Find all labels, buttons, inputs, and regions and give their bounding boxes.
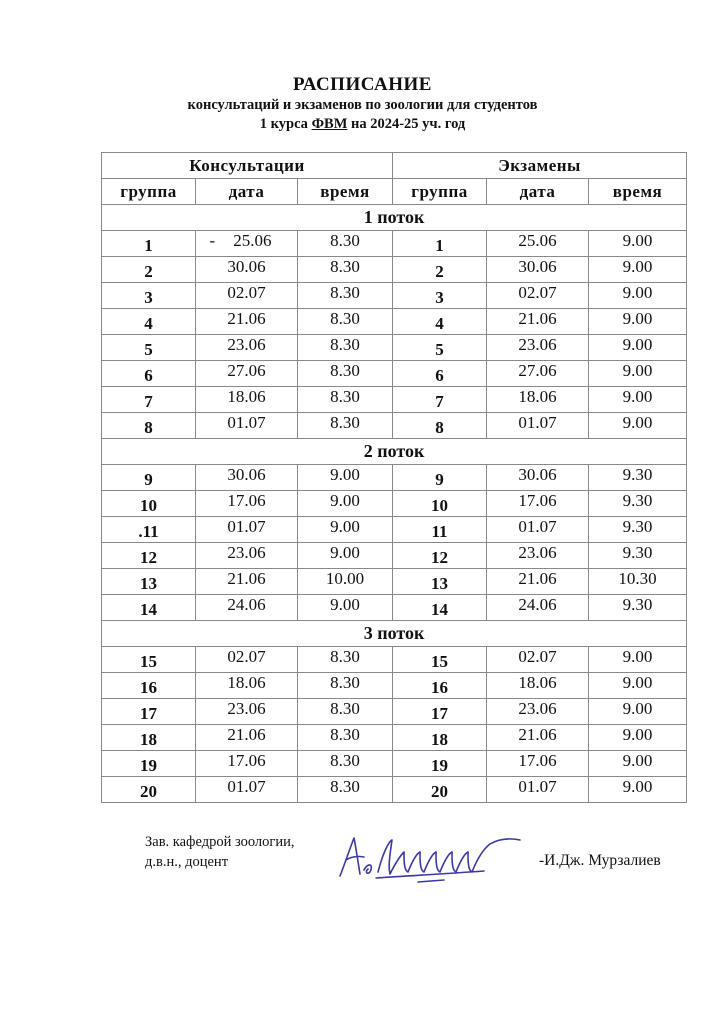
consult-group-cell: 18	[102, 725, 196, 751]
consult-date-cell: 17.06	[196, 491, 298, 517]
exam-group-header: группа	[393, 179, 487, 205]
consult-date-cell: 21.06	[196, 725, 298, 751]
table-row	[102, 465, 687, 491]
consult-time-cell: 8.30	[298, 361, 393, 387]
table-row	[102, 569, 687, 595]
consult-group-cell: 3	[102, 283, 196, 309]
table-row	[102, 309, 687, 335]
exam-time-cell: 9.30	[589, 543, 687, 569]
exam-time-header: время	[589, 179, 687, 205]
exam-group-cell: 13	[393, 569, 487, 595]
consult-group-cell: 8	[102, 413, 196, 439]
exam-date-cell: 25.06	[487, 231, 589, 257]
exam-group-cell: 18	[393, 725, 487, 751]
consult-time-cell: 8.30	[298, 699, 393, 725]
exam-date-cell: 17.06	[487, 491, 589, 517]
exam-group-cell: 16	[393, 673, 487, 699]
exam-time-cell: 9.00	[589, 231, 687, 257]
exam-date-cell: 30.06	[487, 465, 589, 491]
consult-group-cell: 7	[102, 387, 196, 413]
faculty-abbr: ФВМ	[311, 116, 348, 132]
exam-group-cell: 8	[393, 413, 487, 439]
consult-time-cell: 8.30	[298, 257, 393, 283]
consult-date-cell: 01.07	[196, 517, 298, 543]
consult-time-cell: 10.00	[298, 569, 393, 595]
exam-time-cell: 9.30	[589, 517, 687, 543]
exam-time-cell: 9.00	[589, 699, 687, 725]
consult-date-cell: 23.06	[196, 543, 298, 569]
exam-group-cell: 10	[393, 491, 487, 517]
consult-date-cell: 02.07	[196, 283, 298, 309]
consult-time-header: время	[298, 179, 393, 205]
exam-date-cell: 18.06	[487, 387, 589, 413]
consult-group-cell: .11	[102, 517, 196, 543]
exam-time-cell: 9.00	[589, 751, 687, 777]
consult-group-cell: 20	[102, 777, 196, 803]
consult-date-cell: 21.06	[196, 569, 298, 595]
section-header-row	[102, 153, 687, 179]
exam-time-cell: 9.00	[589, 283, 687, 309]
consult-date-cell: 23.06	[196, 699, 298, 725]
exam-date-cell: 01.07	[487, 413, 589, 439]
consult-date-cell: 24.06	[196, 595, 298, 621]
consult-group-cell: 17	[102, 699, 196, 725]
document-title: РАСПИСАНИЕ	[293, 74, 432, 95]
table-row	[102, 231, 687, 257]
consult-group-cell: 13	[102, 569, 196, 595]
flow-header-row	[102, 205, 687, 231]
exam-time-cell: 9.30	[589, 465, 687, 491]
consult-time-cell: 8.30	[298, 387, 393, 413]
table-row	[102, 413, 687, 439]
consult-date-cell: 27.06	[196, 361, 298, 387]
year-label: на 2024-25 уч. год	[347, 116, 466, 132]
consult-date-cell	[196, 231, 298, 257]
subtitle-line-2	[0, 115, 725, 134]
consult-group-cell: 12	[102, 543, 196, 569]
consult-date-cell: 30.06	[196, 257, 298, 283]
consult-time-cell: 8.30	[298, 777, 393, 803]
table-row	[102, 491, 687, 517]
consult-time-cell: 8.30	[298, 283, 393, 309]
consult-group-cell: 1	[102, 231, 196, 257]
exam-date-cell: 23.06	[487, 699, 589, 725]
consult-date-header: дата	[196, 179, 298, 205]
exam-date-cell: 01.07	[487, 517, 589, 543]
table-row	[102, 543, 687, 569]
signature-stroke	[340, 838, 520, 882]
exam-date-cell: 21.06	[487, 569, 589, 595]
exams-header: Экзамены	[393, 153, 687, 179]
exam-group-cell: 5	[393, 335, 487, 361]
dash-mark: -	[209, 231, 216, 250]
schedule-body	[102, 153, 687, 803]
exam-time-cell: 9.00	[589, 777, 687, 803]
consult-date-cell: 18.06	[196, 387, 298, 413]
table-row	[102, 335, 687, 361]
table-row	[102, 777, 687, 803]
consult-time-cell: 8.30	[298, 673, 393, 699]
exam-time-cell: 9.00	[589, 387, 687, 413]
date-value: 25.06	[233, 231, 272, 250]
flow-label: 3 поток	[102, 621, 687, 647]
consult-group-cell: 10	[102, 491, 196, 517]
exam-time-cell: 9.00	[589, 361, 687, 387]
signer-name: -И.Дж. Мурзалиев	[539, 852, 661, 869]
exam-date-cell: 01.07	[487, 777, 589, 803]
exam-group-cell: 4	[393, 309, 487, 335]
consult-date-cell: 17.06	[196, 751, 298, 777]
consult-group-cell: 2	[102, 257, 196, 283]
subtitle-line-1: консультаций и экзаменов по зоологии для студентов	[187, 97, 538, 113]
exam-date-cell: 30.06	[487, 257, 589, 283]
exam-time-cell: 9.00	[589, 257, 687, 283]
exam-group-cell: 2	[393, 257, 487, 283]
exam-time-cell: 9.00	[589, 309, 687, 335]
consult-group-cell: 5	[102, 335, 196, 361]
exam-group-cell: 1	[393, 231, 487, 257]
consult-time-cell: 8.30	[298, 413, 393, 439]
consult-date-cell: 21.06	[196, 309, 298, 335]
table-row	[102, 725, 687, 751]
consult-group-cell: 9	[102, 465, 196, 491]
exam-date-cell: 24.06	[487, 595, 589, 621]
table-row	[102, 699, 687, 725]
exam-group-cell: 15	[393, 647, 487, 673]
flow-header-row	[102, 439, 687, 465]
exam-date-cell: 23.06	[487, 543, 589, 569]
exam-group-cell: 12	[393, 543, 487, 569]
consult-time-cell: 9.00	[298, 595, 393, 621]
consult-time-cell: 8.30	[298, 725, 393, 751]
exam-group-cell: 6	[393, 361, 487, 387]
consult-date-cell: 01.07	[196, 777, 298, 803]
exam-group-cell: 17	[393, 699, 487, 725]
exam-date-cell: 21.06	[487, 725, 589, 751]
schedule-table	[101, 152, 687, 803]
exam-time-cell: 9.00	[589, 647, 687, 673]
exam-time-cell: 9.00	[589, 413, 687, 439]
exam-group-cell: 3	[393, 283, 487, 309]
consult-group-cell: 6	[102, 361, 196, 387]
consult-group-cell: 16	[102, 673, 196, 699]
approver-degree: д.в.н., доцент	[145, 854, 229, 870]
consult-time-cell: 9.00	[298, 465, 393, 491]
exam-group-cell: 9	[393, 465, 487, 491]
exam-date-cell: 02.07	[487, 283, 589, 309]
table-row	[102, 257, 687, 283]
exam-time-cell: 9.00	[589, 725, 687, 751]
exam-time-cell: 9.00	[589, 673, 687, 699]
table-row	[102, 751, 687, 777]
consult-time-cell: 8.30	[298, 231, 393, 257]
consult-time-cell: 9.00	[298, 517, 393, 543]
flow-header-row	[102, 621, 687, 647]
consult-group-header: группа	[102, 179, 196, 205]
table-row	[102, 647, 687, 673]
signature-image	[334, 826, 534, 886]
exam-date-header: дата	[487, 179, 589, 205]
exam-date-cell: 23.06	[487, 335, 589, 361]
exam-date-cell: 02.07	[487, 647, 589, 673]
exam-time-cell: 9.30	[589, 491, 687, 517]
exam-date-cell: 27.06	[487, 361, 589, 387]
exam-time-cell: 9.00	[589, 335, 687, 361]
consult-group-cell: 19	[102, 751, 196, 777]
table-row	[102, 673, 687, 699]
consult-group-cell: 15	[102, 647, 196, 673]
consult-time-cell: 8.30	[298, 309, 393, 335]
exam-group-cell: 11	[393, 517, 487, 543]
consult-time-cell: 9.00	[298, 491, 393, 517]
document-header	[0, 74, 725, 134]
consultations-header: Консультации	[102, 153, 393, 179]
consult-date-cell: 01.07	[196, 413, 298, 439]
exam-date-cell: 21.06	[487, 309, 589, 335]
table-row	[102, 283, 687, 309]
consult-time-cell: 9.00	[298, 543, 393, 569]
flow-label: 1 поток	[102, 205, 687, 231]
exam-group-cell: 19	[393, 751, 487, 777]
exam-group-cell: 14	[393, 595, 487, 621]
consult-time-cell: 8.30	[298, 751, 393, 777]
consult-group-cell: 14	[102, 595, 196, 621]
table-row	[102, 595, 687, 621]
exam-group-cell: 7	[393, 387, 487, 413]
consult-time-cell: 8.30	[298, 335, 393, 361]
exam-group-cell: 20	[393, 777, 487, 803]
table-row	[102, 361, 687, 387]
consult-time-cell: 8.30	[298, 647, 393, 673]
exam-date-cell: 18.06	[487, 673, 589, 699]
exam-time-cell: 10.30	[589, 569, 687, 595]
column-header-row	[102, 179, 687, 205]
flow-label: 2 поток	[102, 439, 687, 465]
course-label: 1 курса	[259, 116, 312, 132]
consult-group-cell: 4	[102, 309, 196, 335]
approval-block	[145, 832, 295, 872]
consult-date-cell: 02.07	[196, 647, 298, 673]
consult-date-cell: 23.06	[196, 335, 298, 361]
exam-time-cell: 9.30	[589, 595, 687, 621]
approver-position: Зав. кафедрой зоологии,	[145, 834, 295, 850]
exam-date-cell: 17.06	[487, 751, 589, 777]
table-row	[102, 387, 687, 413]
consult-date-cell: 30.06	[196, 465, 298, 491]
consult-date-cell: 18.06	[196, 673, 298, 699]
table-row	[102, 517, 687, 543]
